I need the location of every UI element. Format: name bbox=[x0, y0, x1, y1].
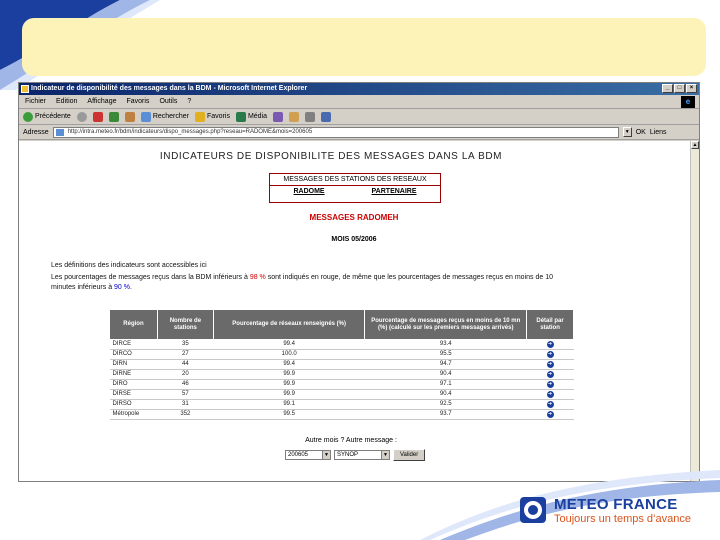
detail-arrow-icon[interactable]: ➜ bbox=[547, 341, 553, 347]
messages-title: MESSAGES RADOMEH bbox=[309, 213, 399, 222]
cell-pct10: 94.7 bbox=[365, 360, 527, 370]
cell-region: DIRNE bbox=[110, 370, 158, 380]
media-label: Média bbox=[247, 113, 268, 120]
cell-pct: 99.9 bbox=[213, 390, 365, 400]
cell-pct: 99.9 bbox=[213, 380, 365, 390]
table-row bbox=[110, 370, 574, 380]
menu-affichage[interactable]: Affichage bbox=[87, 98, 117, 105]
cell-region: DIRO bbox=[110, 380, 158, 390]
cell-detail bbox=[527, 350, 574, 360]
search-icon bbox=[141, 112, 151, 122]
stop-button[interactable] bbox=[93, 112, 103, 122]
table-row bbox=[110, 360, 574, 370]
message-select-value: SYNOP bbox=[337, 452, 359, 458]
cell-region: DIRSE bbox=[110, 390, 158, 400]
filter-form bbox=[285, 449, 425, 461]
menu-bar bbox=[19, 95, 699, 109]
legend-text bbox=[51, 273, 661, 293]
page-content bbox=[19, 141, 689, 481]
scroll-up-icon[interactable]: ▲ bbox=[692, 142, 698, 148]
cell-pct10: 90.4 bbox=[365, 370, 527, 380]
cell-detail bbox=[527, 410, 574, 420]
address-input[interactable]: http://intra.meteo.fr/bdm/indicateurs/dispo_messages.php?reseau=RADOME&mois=200605 bbox=[53, 127, 619, 138]
links-label[interactable]: Liens bbox=[649, 128, 667, 136]
availability-table bbox=[109, 309, 574, 420]
table-header-row bbox=[110, 310, 574, 340]
vertical-scrollbar[interactable] bbox=[690, 141, 699, 481]
edit-button[interactable] bbox=[321, 112, 331, 122]
print-button[interactable] bbox=[305, 112, 315, 122]
window-titlebar bbox=[19, 83, 699, 95]
header-pct-networks: Pourcentage de réseaux renseignés (%) bbox=[213, 310, 365, 340]
address-dropdown-icon[interactable]: ▼ bbox=[623, 127, 632, 137]
legend-part-c: minutes inférieurs à bbox=[51, 284, 115, 291]
header-pct-10mn: Pourcentage de messages reçus en moins de 10 mn (%) (calculé sur les premiers messages arrivés) bbox=[365, 310, 527, 340]
mail-button[interactable] bbox=[289, 112, 299, 122]
cell-pct10: 92.5 bbox=[365, 400, 527, 410]
go-button[interactable]: OK bbox=[635, 128, 646, 136]
print-icon bbox=[305, 112, 315, 122]
chevron-down-icon: ▼ bbox=[322, 451, 330, 459]
cell-stations: 352 bbox=[157, 410, 213, 420]
table-row bbox=[110, 390, 574, 400]
close-button[interactable]: × bbox=[686, 84, 697, 93]
cell-stations: 35 bbox=[157, 340, 213, 350]
search-label: Rechercher bbox=[152, 113, 189, 120]
cell-pct: 99.4 bbox=[213, 360, 365, 370]
month-select[interactable] bbox=[285, 450, 331, 460]
table-row bbox=[110, 400, 574, 410]
cell-pct: 100.0 bbox=[213, 350, 365, 360]
cell-stations: 46 bbox=[157, 380, 213, 390]
cell-detail bbox=[527, 390, 574, 400]
link-radome[interactable]: RADOME bbox=[293, 188, 325, 195]
refresh-icon bbox=[109, 112, 119, 122]
cell-pct10: 90.4 bbox=[365, 390, 527, 400]
refresh-button[interactable] bbox=[109, 112, 119, 122]
meteo-france-logo-icon bbox=[520, 497, 546, 523]
legend-threshold-red: 98 % bbox=[249, 274, 266, 281]
window-controls bbox=[662, 84, 697, 93]
cell-pct: 99.4 bbox=[213, 340, 365, 350]
home-button[interactable] bbox=[125, 112, 135, 122]
favorites-button[interactable] bbox=[195, 112, 230, 122]
cell-pct10: 95.5 bbox=[365, 350, 527, 360]
address-bar bbox=[19, 125, 699, 140]
minimize-button[interactable]: _ bbox=[662, 84, 673, 93]
cell-stations: 57 bbox=[157, 390, 213, 400]
stop-icon bbox=[93, 112, 103, 122]
network-selector-box bbox=[269, 173, 441, 203]
menu-edition[interactable]: Edition bbox=[56, 98, 78, 105]
detail-arrow-icon[interactable]: ➜ bbox=[547, 361, 553, 367]
window-title: Indicateur de disponibilité des messages dans la BDM - Microsoft Internet Explorer bbox=[31, 85, 308, 92]
search-button[interactable] bbox=[141, 112, 189, 122]
address-label: Adresse bbox=[23, 128, 49, 136]
home-icon bbox=[125, 112, 135, 122]
brand-name: METEO FRANCE bbox=[554, 496, 678, 513]
detail-arrow-icon[interactable]: ➜ bbox=[547, 401, 553, 407]
message-select[interactable] bbox=[334, 450, 390, 460]
menu-fichier[interactable]: Fichier bbox=[25, 98, 47, 105]
forward-button[interactable] bbox=[77, 112, 87, 122]
cell-stations: 20 bbox=[157, 370, 213, 380]
chevron-down-icon: ▼ bbox=[381, 451, 389, 459]
menu-help[interactable]: ? bbox=[187, 98, 192, 105]
back-button[interactable] bbox=[23, 112, 71, 122]
toolbar bbox=[19, 109, 699, 125]
definitions-sentence: Les définitions des indicateurs sont accessibles ici bbox=[51, 262, 207, 269]
month-select-value: 200605 bbox=[288, 452, 309, 458]
media-button[interactable] bbox=[236, 112, 267, 122]
table-row bbox=[110, 350, 574, 360]
legend-threshold-link[interactable]: 90 % bbox=[114, 284, 130, 291]
star-icon bbox=[195, 112, 205, 122]
windows-logo-icon: e bbox=[681, 96, 695, 108]
title-banner bbox=[22, 18, 706, 76]
table-row bbox=[110, 380, 574, 390]
cell-stations: 27 bbox=[157, 350, 213, 360]
cell-detail bbox=[527, 400, 574, 410]
brand-tagline: Toujours un temps d’avance bbox=[554, 513, 691, 525]
detail-arrow-icon[interactable]: ➜ bbox=[547, 411, 553, 417]
cell-pct10: 97.1 bbox=[365, 380, 527, 390]
browser-window bbox=[18, 82, 700, 482]
detail-arrow-icon[interactable]: ➜ bbox=[547, 351, 553, 357]
menu-favoris[interactable]: Favoris bbox=[126, 98, 150, 105]
cell-region: DIRCO bbox=[110, 350, 158, 360]
definitions-text bbox=[51, 261, 661, 271]
ie-page-icon bbox=[21, 85, 29, 93]
header-detail: Détail par station bbox=[527, 310, 574, 340]
back-arrow-icon bbox=[23, 112, 33, 122]
menu-outils[interactable]: Outils bbox=[159, 98, 178, 105]
legend-part-b: sont indiqués en rouge, de même que les pourcentages de messages reçus en moins de 10 bbox=[265, 274, 553, 281]
favorites-label: Favoris bbox=[207, 113, 230, 120]
table-row bbox=[110, 340, 574, 350]
cell-region: DIRSO bbox=[110, 400, 158, 410]
maximize-button[interactable]: □ bbox=[674, 84, 685, 93]
edit-icon bbox=[321, 112, 331, 122]
detail-arrow-icon[interactable]: ➜ bbox=[547, 391, 553, 397]
detail-arrow-icon[interactable]: ➜ bbox=[547, 371, 553, 377]
legend-part-d: . bbox=[130, 284, 132, 291]
other-month-label: Autre mois ? Autre message : bbox=[305, 437, 397, 444]
table-row bbox=[110, 410, 574, 420]
legend-part-a: Les pourcentages de messages reçus dans la BDM inférieurs à bbox=[51, 274, 250, 281]
network-box-heading: MESSAGES DES STATIONS DES RESEAUX bbox=[270, 174, 440, 186]
media-icon bbox=[236, 112, 246, 122]
detail-arrow-icon[interactable]: ➜ bbox=[547, 381, 553, 387]
history-icon bbox=[273, 112, 283, 122]
cell-pct: 99.5 bbox=[213, 410, 365, 420]
cell-detail bbox=[527, 340, 574, 350]
cell-detail bbox=[527, 360, 574, 370]
cell-pct: 99.1 bbox=[213, 400, 365, 410]
header-region: Région bbox=[110, 310, 158, 340]
validate-button[interactable]: Valider bbox=[393, 449, 425, 461]
cell-region: Métropole bbox=[110, 410, 158, 420]
header-stations: Nombre de stations bbox=[157, 310, 213, 340]
history-button[interactable] bbox=[273, 112, 283, 122]
page-viewport bbox=[19, 141, 699, 481]
cell-stations: 31 bbox=[157, 400, 213, 410]
forward-arrow-icon bbox=[77, 112, 87, 122]
link-partenaire[interactable]: PARTENAIRE bbox=[371, 188, 417, 195]
cell-region: DIRCE bbox=[110, 340, 158, 350]
cell-region: DIRN bbox=[110, 360, 158, 370]
month-title: MOIS 05/2006 bbox=[331, 236, 377, 243]
cell-pct: 99.9 bbox=[213, 370, 365, 380]
cell-detail bbox=[527, 380, 574, 390]
cell-pct10: 93.4 bbox=[365, 340, 527, 350]
cell-pct10: 93.7 bbox=[365, 410, 527, 420]
cell-stations: 44 bbox=[157, 360, 213, 370]
mail-icon bbox=[289, 112, 299, 122]
network-links bbox=[270, 186, 440, 195]
page-title: INDICATEURS DE DISPONIBILITE DES MESSAGES DANS LA BDM bbox=[159, 151, 503, 162]
cell-detail bbox=[527, 370, 574, 380]
back-label: Précédente bbox=[35, 113, 71, 120]
